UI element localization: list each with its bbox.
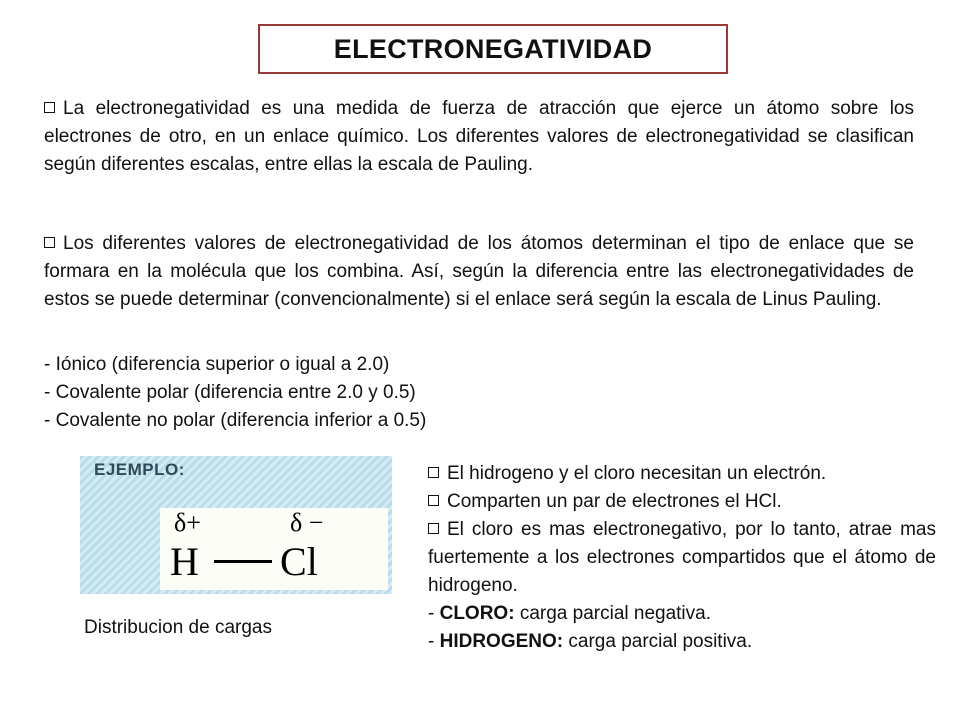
paragraph-bond-types xyxy=(44,230,914,314)
example-label: EJEMPLO: xyxy=(94,460,185,479)
bond-type-list xyxy=(44,351,426,435)
dash: - xyxy=(428,631,440,652)
checkbox-bullet-icon xyxy=(44,237,55,248)
paragraph-definition xyxy=(44,95,914,179)
charge-right: δ − xyxy=(290,508,324,537)
example-caption: Distribucion de cargas xyxy=(84,617,272,638)
charge-left: δ+ xyxy=(174,508,201,537)
title-box xyxy=(258,24,728,74)
bond-type-ionic: - Iónico (diferencia superior o igual a 2.0) xyxy=(44,354,390,375)
element-name: HIDROGENO: xyxy=(439,631,564,652)
paragraph-bond-types-text: Los diferentes valores de electronegatividad de los átomos determinan el tipo de enlace que se formara en la molécula que los combina. Así, según la diferencia entre las electronegatividades de estos se puede determinar (convencionalmente) si el enlace será según la escala de Linus Pauling. xyxy=(44,233,914,310)
checkbox-bullet-icon xyxy=(428,495,439,506)
dash: - xyxy=(428,603,440,624)
bond-type-nonpolar: - Covalente no polar (diferencia inferior a 0.5) xyxy=(44,410,427,431)
page-title: ELECTRONEGATIVIDAD xyxy=(333,33,653,64)
explanation-text: El hidrogeno y el cloro necesitan un electrón. xyxy=(447,463,827,484)
partial-charge-hydrogen xyxy=(428,628,936,656)
charge-description: carga parcial positiva. xyxy=(563,631,753,652)
paragraph-definition-text: La electronegatividad es una medida de fuerza de atracción que ejerce un átomo sobre los electrones de otro, en un enlace químico. Los diferentes valores de electronegatividad se clasifican según diferentes escalas, entre ellas la escala de Pauling. xyxy=(44,98,914,175)
atom-chlorine: Cl xyxy=(280,539,318,584)
partial-charge-chlorine xyxy=(428,600,936,628)
checkbox-bullet-icon xyxy=(44,102,55,113)
checkbox-bullet-icon xyxy=(428,523,439,534)
explanation-block xyxy=(428,460,936,656)
bond-type-polar: - Covalente polar (diferencia entre 2.0 y 0.5) xyxy=(44,382,416,403)
atom-hydrogen: H xyxy=(170,539,199,584)
example-image xyxy=(80,456,392,594)
explanation-bullet-2 xyxy=(428,488,936,516)
explanation-bullet-1 xyxy=(428,460,936,488)
charge-description: carga parcial negativa. xyxy=(514,603,711,624)
explanation-text: El cloro es mas electronegativo, por lo tanto, atrae mas fuertemente a los electrones compartidos que el átomo de hidrogeno. xyxy=(428,519,936,596)
bond-line xyxy=(214,560,272,563)
checkbox-bullet-icon xyxy=(428,467,439,478)
element-name: CLORO: xyxy=(439,603,515,624)
hcl-formula xyxy=(160,508,388,590)
explanation-bullet-3 xyxy=(428,516,936,600)
explanation-text: Comparten un par de electrones el HCl. xyxy=(447,491,782,512)
